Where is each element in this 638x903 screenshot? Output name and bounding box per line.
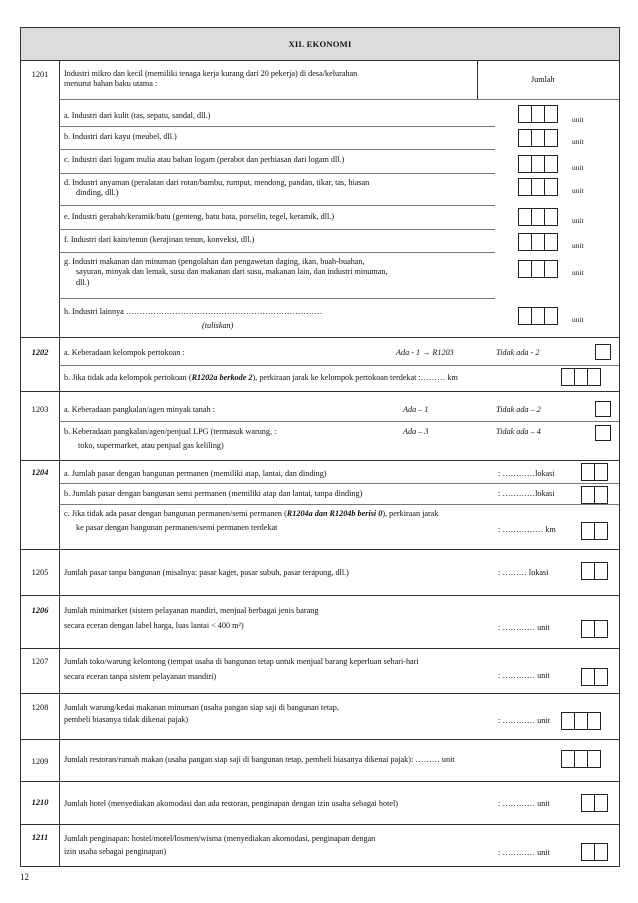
page-number: 12 (20, 872, 29, 882)
r1201-item-e-boxes[interactable] (518, 208, 558, 226)
r1201-item-h: h. Industri lainnya ……………………………………………………………… (tuliskan) (64, 307, 323, 331)
r1203-b-option-tidak-ada: Tidak ada – 4 (496, 427, 541, 436)
r1201-item-b: b. Industri dari kayu (meubel, dll.) (64, 132, 177, 141)
r1205-boxes[interactable] (581, 562, 608, 580)
r1201-item-c: c. Industri dari logam mulia atau bahan logam (perabot dan perhiasan dari logam dll.) (64, 155, 345, 164)
r1205-question: Jumlah pasar tanpa bangunan (misalnya: pasar kaget, pasar subuh, pasar terapung, dll.) (64, 568, 349, 577)
r1209-boxes[interactable] (561, 750, 601, 768)
r1202-b-boxes[interactable] (561, 368, 601, 386)
r1201-item-f-boxes[interactable] (518, 233, 558, 251)
r1207-question: Jumlah toko/warung kelontong (tempat usaha di bangunan tetap untuk menjual barang keperluan sehari-hari secara eceran tanpa sistem pelayanan mandiri) (64, 657, 419, 682)
jumlah-column-header: Jumlah (531, 75, 555, 84)
r1201-item-g: g. Industri makanan dan minuman (pengolahan dan pengawetan daging, ikan, buah-buahan, sayuran, minyak dan lemak, susu dan makanan dari susu, makanan lain, dan industri minuman, dll.) (64, 257, 388, 287)
r1203-a-option-tidak-ada: Tidak ada – 2 (496, 405, 541, 414)
r1202-a-question: a. Keberadaan kelompok pertokoan : (64, 348, 185, 357)
r1202-a-option-tidak-ada: Tidak ada - 2 (496, 348, 540, 357)
unit-label: unit (572, 137, 584, 146)
r1201-item-d: d. Industri anyaman (peralatan dari rotan/bambu, rumput, mendong, pandan, tikar, tas, hiasan dinding, dll.) (64, 178, 370, 198)
unit-label: unit (572, 115, 584, 124)
r1204-c-question: c. Jika tidak ada pasar dengan bangunan permanen/semi permanen (R1204a dan R1204b berisi 0), perkiraan jarak ke pasar dengan bangunan permanen/semi permanen terdekat (64, 509, 439, 533)
unit-label: unit (572, 268, 584, 277)
row-code-1211: 1211 (31, 833, 49, 842)
r1203-b-option-ada: Ada – 3 (403, 427, 429, 436)
r1202-b-question: b. Jika tidak ada kelompok pertokoan (R1202a berkode 2), perkiraan jarak ke kelompok pertokoan terdekat :……… km (64, 373, 458, 382)
row-code-1205: 1205 (31, 568, 49, 577)
r1205-fill: : ……… lokasi (498, 568, 549, 577)
r1201-item-e: e. Industri gerabah/keramik/batu (genteng, batu bata, porselin, tegel, keramik, dll.) (64, 212, 335, 221)
economy-form-table (20, 27, 620, 867)
r1203-a-question: a. Keberadaan pangkalan/agen minyak tanah : (64, 405, 215, 414)
r1203-a-option-ada: Ada – 1 (403, 405, 429, 414)
row-code-1209: 1209 (31, 757, 49, 766)
r1204-c-boxes[interactable] (581, 522, 608, 540)
r1201-item-c-boxes[interactable] (518, 155, 558, 173)
r1203-b-question: b. Keberadaan pangkalan/agen/penjual LPG (termasuk warung, : toko, supermarket, atau penjual gas keliling) (64, 427, 277, 451)
row-code-1203: 1203 (31, 405, 49, 414)
r1204-a-boxes[interactable] (581, 463, 608, 481)
r1201-item-a-boxes[interactable] (518, 105, 558, 123)
r1206-question: Jumlah minimarket (sistem pelayanan mandiri, menjual berbagai jenis barang secara eceran dengan label harga, luas lantai < 400 m²) (64, 606, 319, 631)
r1201-item-h-boxes[interactable] (518, 307, 558, 325)
row-code-1210: 1210 (31, 798, 49, 807)
r1203-a-answer-box[interactable] (595, 401, 611, 417)
jumlah-column-divider (477, 61, 478, 99)
r1210-fill: : ………… unit (498, 799, 550, 808)
r1202-a-option-ada: Ada - 1 → R1203 (396, 348, 454, 357)
r1208-fill: : ………… unit (498, 716, 550, 725)
section-title: XII. EKONOMI (21, 28, 619, 61)
r1201-item-b-boxes[interactable] (518, 129, 558, 147)
row-code-1208: 1208 (31, 703, 49, 712)
r1208-question: Jumlah warung/kedai makanan minuman (usaha pangan siap saji di bangunan tetap, pembeli biasanya tidak dikenai pajak) (64, 703, 339, 725)
r1204-a-question: a. Jumlah pasar dengan bangunan permanen (memiliki atap, lantai, dan dinding) (64, 469, 327, 478)
r1208-boxes[interactable] (561, 712, 601, 730)
unit-label: unit (572, 163, 584, 172)
r1207-fill: : ………… unit (498, 671, 550, 680)
r1211-boxes[interactable] (581, 843, 608, 861)
unit-label: unit (572, 315, 584, 324)
r1201-item-d-boxes[interactable] (518, 178, 558, 196)
r1201-question: Industri mikro dan kecil (memiliki tenaga kerja kurang dari 20 pekerja) di desa/kelurahan menurut bahan baku utama : (64, 69, 358, 89)
code-column-divider (59, 61, 60, 867)
r1201-item-g-boxes[interactable] (518, 260, 558, 278)
r1201-item-f: f. Industri dari kain/tenun (kerajinan tenun, konveksi, dll.) (64, 235, 255, 244)
r1211-question: Jumlah penginapan: hostel/motel/losmen/wisma (menyediakan akomodasi, penginapan dengan izin usaha sebagai penginapan) (64, 834, 376, 857)
row-code-1201: 1201 (31, 70, 49, 79)
r1204-a-fill: : …………lokasi (498, 469, 555, 478)
unit-label: unit (572, 216, 584, 225)
r1210-boxes[interactable] (581, 794, 608, 812)
r1203-b-answer-box[interactable] (595, 425, 611, 441)
unit-label: unit (572, 241, 584, 250)
r1211-fill: : ………… unit (498, 848, 550, 857)
r1210-question: Jumlah hotel (menyediakan akomodasi dan ada restoran, penginapan dengan izin usaha sebagai hotel) (64, 799, 398, 808)
r1206-fill: : ………… unit (498, 623, 550, 632)
r1202-a-answer-box[interactable] (595, 344, 611, 360)
r1204-b-fill: : …………lokasi (498, 489, 555, 498)
unit-label: unit (572, 186, 584, 195)
row-code-1204: 1204 (31, 468, 49, 477)
r1204-c-fill: : …………… km (498, 525, 556, 534)
r1201-item-a: a. Industri dari kulit (tas, sepatu, sandal, dll.) (64, 111, 211, 120)
r1207-boxes[interactable] (581, 668, 608, 686)
r1204-b-question: b. Jumlah pasar dengan bangunan semi permanen (memiliki atap dan lantai, tanpa dinding) (64, 489, 363, 498)
r1209-question: Jumlah restoran/rumah makan (usaha pangan siap saji di bangunan tetap, pembeli biasanya dikenai pajak): ……… unit (64, 755, 455, 764)
row-code-1207: 1207 (31, 657, 49, 666)
row-code-1206: 1206 (31, 606, 49, 615)
r1204-b-boxes[interactable] (581, 486, 608, 504)
row-code-1202: 1202 (31, 348, 49, 357)
r1206-boxes[interactable] (581, 620, 608, 638)
